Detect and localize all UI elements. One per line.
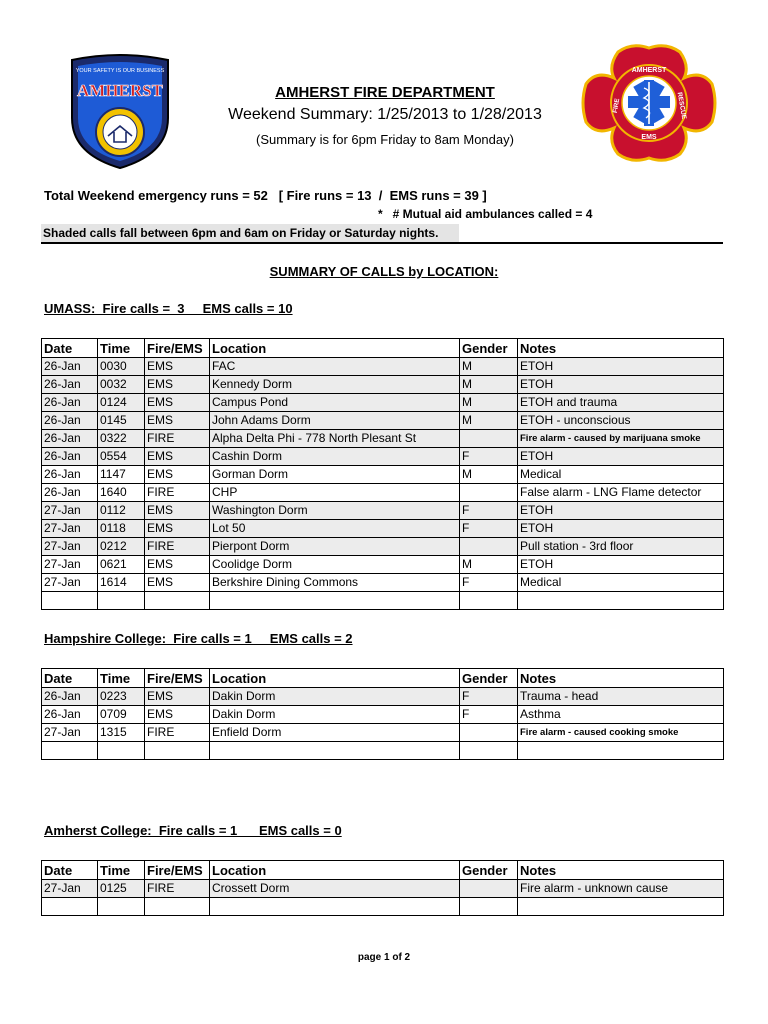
table-row [42, 466, 724, 484]
section-title-umass: UMASS: Fire calls = 3 EMS calls = 10 [44, 301, 293, 316]
cell-notes: Fire alarm - unknown cause [518, 880, 724, 898]
table-row [42, 502, 724, 520]
section-title-hampshire: Hampshire College: Fire calls = 1 EMS calls = 2 [44, 631, 353, 646]
cell-notes: Asthma [518, 706, 724, 724]
cell-location: FAC [210, 358, 460, 376]
empty-cell [42, 592, 98, 610]
empty-cell [518, 742, 724, 760]
cell-gender [460, 430, 518, 448]
column-header: Time [98, 861, 145, 880]
cell-date: 26-Jan [42, 448, 98, 466]
cell-type: EMS [145, 466, 210, 484]
empty-cell [98, 592, 145, 610]
cell-date: 26-Jan [42, 412, 98, 430]
cell-type: EMS [145, 574, 210, 592]
svg-text:EMS: EMS [641, 134, 657, 141]
empty-cell [98, 898, 145, 916]
empty-cell [518, 592, 724, 610]
cell-gender: M [460, 466, 518, 484]
table-row [42, 412, 724, 430]
cell-location: Cashin Dorm [210, 448, 460, 466]
column-header: Gender [460, 339, 518, 358]
calls-table-amherst-college [41, 860, 724, 916]
cell-notes: Fire alarm - caused cooking smoke [518, 724, 724, 742]
table-row [42, 376, 724, 394]
column-header: Gender [460, 861, 518, 880]
svg-text:RESCUE: RESCUE [675, 91, 688, 120]
empty-row [42, 592, 724, 610]
column-header: Date [42, 339, 98, 358]
empty-row [42, 898, 724, 916]
column-header: Fire/EMS [145, 339, 210, 358]
cell-date: 27-Jan [42, 724, 98, 742]
cell-type: FIRE [145, 724, 210, 742]
empty-cell [210, 898, 460, 916]
cell-gender: M [460, 412, 518, 430]
cell-gender: F [460, 574, 518, 592]
cell-gender: F [460, 706, 518, 724]
cell-date: 26-Jan [42, 688, 98, 706]
cell-notes: Pull station - 3rd floor [518, 538, 724, 556]
cell-notes: Medical [518, 466, 724, 484]
column-header: Time [98, 669, 145, 688]
empty-cell [518, 898, 724, 916]
empty-cell [145, 898, 210, 916]
cell-date: 27-Jan [42, 556, 98, 574]
cell-time: 0322 [98, 430, 145, 448]
cell-notes: ETOH [518, 520, 724, 538]
column-header: Date [42, 861, 98, 880]
empty-cell [145, 742, 210, 760]
cell-location: Enfield Dorm [210, 724, 460, 742]
period-note: (Summary is for 6pm Friday to 8am Monday) [256, 132, 514, 147]
fire-rescue-ems-logo [580, 44, 718, 162]
cell-date: 27-Jan [42, 502, 98, 520]
cell-time: 0112 [98, 502, 145, 520]
empty-cell [460, 742, 518, 760]
cell-location: Campus Pond [210, 394, 460, 412]
cell-date: 27-Jan [42, 520, 98, 538]
mutual-aid-note: * # Mutual aid ambulances called = 4 [378, 207, 593, 221]
cell-notes: Trauma - head [518, 688, 724, 706]
cell-type: FIRE [145, 484, 210, 502]
cell-time: 1315 [98, 724, 145, 742]
cell-notes: ETOH [518, 376, 724, 394]
table-header-row [42, 861, 724, 880]
cell-date: 27-Jan [42, 574, 98, 592]
table-row [42, 574, 724, 592]
empty-cell [210, 592, 460, 610]
table-row [42, 724, 724, 742]
divider-rule [41, 242, 723, 244]
cell-notes: Medical [518, 574, 724, 592]
column-header: Location [210, 861, 460, 880]
cell-time: 0223 [98, 688, 145, 706]
column-header: Date [42, 669, 98, 688]
cell-gender: M [460, 376, 518, 394]
cell-date: 26-Jan [42, 376, 98, 394]
cell-notes: ETOH - unconscious [518, 412, 724, 430]
cell-notes: ETOH [518, 502, 724, 520]
table-row [42, 484, 724, 502]
table-header-row [42, 339, 724, 358]
cell-date: 26-Jan [42, 706, 98, 724]
calls-table-umass [41, 338, 724, 610]
cell-type: EMS [145, 520, 210, 538]
svg-text:AMHERST: AMHERST [631, 67, 667, 74]
cell-gender: F [460, 520, 518, 538]
cell-location: Kennedy Dorm [210, 376, 460, 394]
cell-location: Gorman Dorm [210, 466, 460, 484]
svg-text:FIRE: FIRE [611, 97, 622, 114]
table-row [42, 556, 724, 574]
cell-gender [460, 880, 518, 898]
empty-cell [42, 742, 98, 760]
cell-gender [460, 484, 518, 502]
cell-type: EMS [145, 394, 210, 412]
cell-type: EMS [145, 556, 210, 574]
table-row [42, 538, 724, 556]
cell-time: 0030 [98, 358, 145, 376]
table-row [42, 448, 724, 466]
cell-type: EMS [145, 412, 210, 430]
summary-title: SUMMARY OF CALLS by LOCATION: [269, 264, 499, 279]
cell-date: 26-Jan [42, 358, 98, 376]
cell-gender: F [460, 502, 518, 520]
cell-type: FIRE [145, 430, 210, 448]
table-row [42, 706, 724, 724]
cell-time: 0554 [98, 448, 145, 466]
cell-gender: F [460, 448, 518, 466]
column-header: Gender [460, 669, 518, 688]
cell-notes: False alarm - LNG Flame detector [518, 484, 724, 502]
column-header: Notes [518, 861, 724, 880]
table-row [42, 430, 724, 448]
cell-notes: ETOH [518, 358, 724, 376]
svg-text:AMHERST: AMHERST [77, 81, 163, 100]
empty-cell [460, 592, 518, 610]
column-header: Location [210, 669, 460, 688]
cell-location: Alpha Delta Phi - 778 North Plesant St [210, 430, 460, 448]
department-title: AMHERST FIRE DEPARTMENT [275, 84, 495, 101]
cell-time: 0709 [98, 706, 145, 724]
cell-time: 1147 [98, 466, 145, 484]
cell-date: 27-Jan [42, 880, 98, 898]
table-header-row [42, 669, 724, 688]
cell-time: 0032 [98, 376, 145, 394]
svg-text:YOUR SAFETY IS OUR BUSINESS: YOUR SAFETY IS OUR BUSINESS [75, 68, 165, 74]
cell-location: Dakin Dorm [210, 688, 460, 706]
cell-type: EMS [145, 358, 210, 376]
cell-notes: ETOH [518, 556, 724, 574]
cell-notes: ETOH and trauma [518, 394, 724, 412]
column-header: Time [98, 339, 145, 358]
cell-type: EMS [145, 502, 210, 520]
total-runs-line: Total Weekend emergency runs = 52 [ Fire runs = 13 / EMS runs = 39 ] [44, 188, 487, 203]
column-header: Location [210, 339, 460, 358]
cell-date: 27-Jan [42, 538, 98, 556]
column-header: Fire/EMS [145, 861, 210, 880]
cell-time: 1640 [98, 484, 145, 502]
cell-location: CHP [210, 484, 460, 502]
cell-type: EMS [145, 706, 210, 724]
cell-date: 26-Jan [42, 484, 98, 502]
table-row [42, 520, 724, 538]
cell-location: Crossett Dorm [210, 880, 460, 898]
cell-gender: M [460, 394, 518, 412]
cell-time: 0145 [98, 412, 145, 430]
weekend-summary-subtitle: Weekend Summary: 1/25/2013 to 1/28/2013 [228, 106, 542, 123]
cell-location: Lot 50 [210, 520, 460, 538]
empty-cell [145, 592, 210, 610]
cell-type: FIRE [145, 538, 210, 556]
column-header: Notes [518, 339, 724, 358]
cell-time: 0125 [98, 880, 145, 898]
cell-time: 0118 [98, 520, 145, 538]
cell-type: EMS [145, 448, 210, 466]
empty-cell [98, 742, 145, 760]
cell-location: Pierpont Dorm [210, 538, 460, 556]
cell-time: 0124 [98, 394, 145, 412]
cell-gender: M [460, 556, 518, 574]
cell-time: 0621 [98, 556, 145, 574]
column-header: Notes [518, 669, 724, 688]
cell-notes: Fire alarm - caused by marijuana smoke [518, 430, 724, 448]
calls-table-hampshire [41, 668, 724, 760]
table-row [42, 688, 724, 706]
cell-date: 26-Jan [42, 394, 98, 412]
cell-type: EMS [145, 376, 210, 394]
table-row [42, 394, 724, 412]
cell-location: Coolidge Dorm [210, 556, 460, 574]
table-row [42, 880, 724, 898]
empty-cell [210, 742, 460, 760]
cell-gender [460, 724, 518, 742]
cell-location: Dakin Dorm [210, 706, 460, 724]
cell-gender [460, 538, 518, 556]
section-title-amherst-college: Amherst College: Fire calls = 1 EMS calls = 0 [44, 823, 342, 838]
shaded-calls-note: Shaded calls fall between 6pm and 6am on Friday or Saturday nights. [41, 224, 459, 243]
cell-location: Washington Dorm [210, 502, 460, 520]
amherst-badge-logo [64, 54, 176, 170]
cell-date: 26-Jan [42, 466, 98, 484]
cell-date: 26-Jan [42, 430, 98, 448]
cell-time: 0212 [98, 538, 145, 556]
cell-type: EMS [145, 688, 210, 706]
empty-row [42, 742, 724, 760]
column-header: Fire/EMS [145, 669, 210, 688]
cell-location: Berkshire Dining Commons [210, 574, 460, 592]
cell-gender: M [460, 358, 518, 376]
cell-type: FIRE [145, 880, 210, 898]
table-row [42, 358, 724, 376]
cell-time: 1614 [98, 574, 145, 592]
empty-cell [42, 898, 98, 916]
empty-cell [460, 898, 518, 916]
cell-gender: F [460, 688, 518, 706]
page-number: page 1 of 2 [357, 952, 411, 963]
cell-location: John Adams Dorm [210, 412, 460, 430]
cell-notes: ETOH [518, 448, 724, 466]
